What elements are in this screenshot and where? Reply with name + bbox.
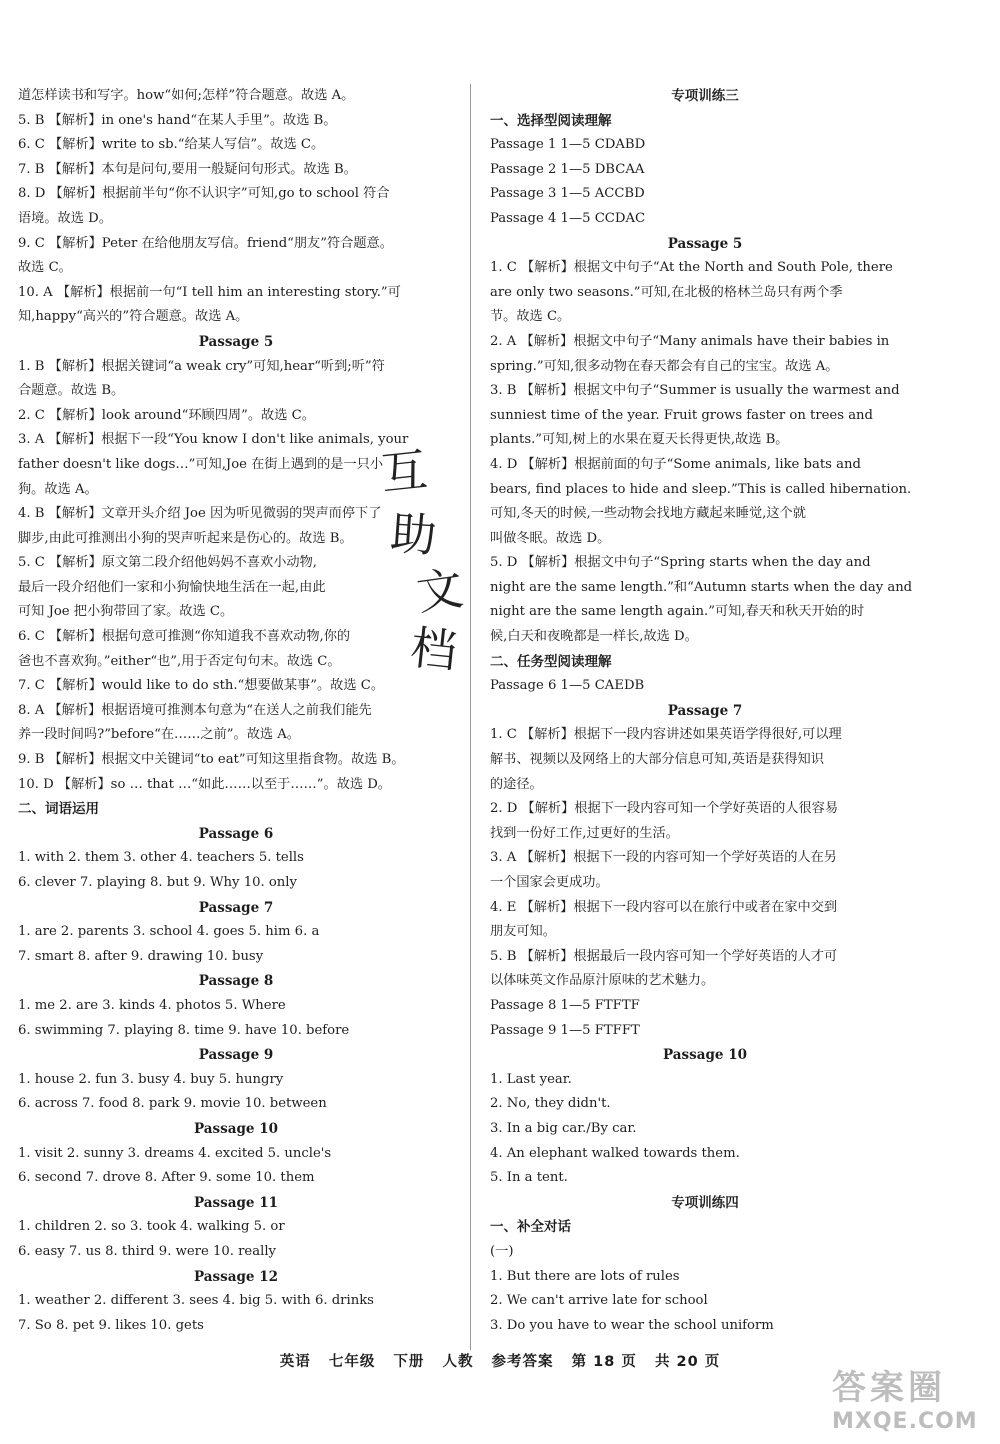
passage-heading: 专项训练三 [671,88,739,104]
answer-line: 找到一份好工作,过更好的生活。 [490,825,679,841]
answer-line: 知,happy“高兴的”符合题意。故选 A。 [18,309,249,325]
answer-line: 养一段时间吗?”before“在……之前”。故选 A。 [18,727,300,743]
answer-line: 节。故选 C。 [490,309,571,325]
passage-heading: Passage 5 [198,333,274,350]
footer-subject: 英语 [279,1354,311,1370]
answer-line: 合题意。故选 B。 [18,383,125,399]
answer-line: 1. me 2. are 3. kinds 4. photos 5. Where [18,997,286,1013]
column-divider [470,84,471,1350]
answer-line: 可知 Joe 把小狗带回了家。故选 C。 [18,604,234,620]
answer-line: night are the same length.”和“Autumn starts when the day and [490,579,913,595]
answer-line: 候,白天和夜晚都是一样长,故选 D。 [490,629,698,645]
answer-line: 5. In a tent. [490,1170,568,1186]
answer-line: 的途径。 [490,776,543,792]
answer-line: 1. children 2. so 3. took 4. walking 5. or [18,1219,285,1235]
footer-edition: 人教 [442,1354,474,1370]
watermark-url: MXQE.COM [832,1409,978,1434]
answer-line: 5. D 【解析】根据文中句子“Spring starts when the day and [490,555,871,571]
section-title: 二、任务型阅读理解 [490,653,612,670]
answer-line: bears, find places to hide and sleep.”This is called hibernation. [490,481,912,497]
answer-line: 狗。故选 A。 [18,481,98,497]
answer-line: 6. second 7. drove 8. After 9. some 10. them [18,1170,315,1186]
passage-heading: Passage 6 [198,825,274,842]
answer-line: 7. So 8. pet 9. likes 10. gets [18,1317,204,1333]
left-column [18,84,454,1338]
answer-line: 朋友可知。 [490,924,556,940]
answer-line: 4. D 【解析】根据前面的句子“Some animals, like bats and [490,456,861,472]
passage-heading: Passage 7 [198,899,274,916]
answer-line: 2. No, they didn't. [490,1096,611,1112]
handwritten-char: 文 [413,560,467,621]
answer-line: 5. B 【解析】in one's hand“在某人手里”。故选 B。 [18,112,337,128]
answer-line: 脚步,由此可推测出小狗的哭声听起来是伤心的。故选 B。 [18,530,353,546]
handwritten-char: 互 [378,442,430,501]
answer-line: 1. C 【解析】根据文中句子“At the North and South Pole, there [490,260,893,276]
footer-grade: 七年级 [328,1354,376,1370]
answer-line: 6. C 【解析】write to sb.“给某人写信”。故选 C。 [18,137,325,153]
answer-line: 3. Do you have to wear the school uniform [490,1317,774,1333]
answer-line: 7. B 【解析】本句是问句,要用一般疑问句形式。故选 B。 [18,161,357,177]
answer-line: spring.”可知,很多动物在春天都会有自己的宝宝。故选 A。 [490,358,839,374]
answer-line: 6. easy 7. us 8. third 9. were 10. really [18,1243,276,1259]
answer-line: 爸也不喜欢狗。”either“也”,用于否定句句末。故选 C。 [18,653,341,669]
answer-line: 2. We can't arrive late for school [490,1293,708,1309]
handwritten-char: 助 [388,505,439,563]
footer-label: 参考答案 [491,1354,554,1370]
answer-line: 解书、视频以及网络上的大部分信息可知,英语是获得知识 [490,752,824,768]
answer-line: 7. C 【解析】would like to do sth.“想要做某事”。故选 C。 [18,678,385,694]
answer-line: 7. smart 8. after 9. drawing 10. busy [18,948,264,964]
answer-line: 6. clever 7. playing 8. but 9. Why 10. only [18,875,297,890]
answer-line: 6. swimming 7. playing 8. time 9. have 10. before [18,1022,350,1038]
answer-line: 1. But there are lots of rules [490,1268,680,1284]
answer-line: 6. C 【解析】根据句意可推测“你知道我不喜欢动物,你的 [18,629,351,645]
answer-line: 3. A 【解析】根据下一段的内容可知一个学好英语的人在另 [490,850,837,866]
answer-line: Passage 4 1—5 CCDAC [490,210,646,226]
footer-total-pages: 共 20 页 [654,1354,721,1370]
answer-line: 3. B 【解析】根据文中句子“Summer is usually the warmest and [490,383,900,399]
answer-line: 2. D 【解析】根据下一段内容可知一个学好英语的人很容易 [490,801,839,817]
footer-volume: 下册 [393,1354,425,1370]
answer-line: 1. C 【解析】根据下一段内容讲述如果英语学得很好,可以理 [490,727,842,743]
answer-line: Passage 2 1—5 DBCAA [490,161,645,177]
answer-line: father doesn't like dogs…”可知,Joe 在街上遇到的是一只小 [18,456,384,472]
answer-line: (一) [490,1243,514,1259]
answer-line: 2. A 【解析】根据文中句子“Many animals have their babies in [490,333,890,349]
passage-heading: Passage 10 [194,1120,278,1137]
answer-line: 最后一段介绍他们一家和小狗愉快地生活在一起,由此 [18,579,326,595]
passage-heading: Passage 8 [198,973,274,990]
site-watermark [832,1360,992,1438]
handwritten-char: 档 [407,620,460,679]
passage-heading: 专项训练四 [671,1194,739,1211]
answer-line: 1. visit 2. sunny 3. dreams 4. excited 5. uncle's [18,1145,332,1161]
answer-line: night are the same length again.”可知,春天和秋天开始的时 [490,604,865,620]
answer-line: 可知,冬天的时候,一些动物会找地方藏起来睡觉,这个就 [490,506,806,522]
watermark-logo-text: 答案圈 [832,1368,946,1408]
answer-line: Passage 1 1—5 CDABD [490,137,646,153]
answer-line: 2. C 【解析】look around“环顾四周”。故选 C。 [18,407,315,423]
answer-line: 8. D 【解析】根据前半句“你不认识字”可知,go to school 符合 [18,186,390,202]
answer-line: 1. B 【解析】根据关键词“a weak cry”可知,hear“听到;听”符 [18,358,385,374]
answer-line: 4. An elephant walked towards them. [490,1145,740,1161]
passage-heading: Passage 5 [667,235,743,252]
answer-line: 一个国家会更成功。 [490,875,609,890]
answer-line: plants.”可知,树上的水果在夏天长得更快,故选 B。 [490,432,789,448]
answer-line: 道怎样读书和写字。how“如何;怎样”符合题意。故选 A。 [18,88,355,103]
answer-line: 1. weather 2. different 3. sees 4. big 5. with 6. drinks [18,1293,374,1309]
answer-line: 故选 C。 [18,260,72,276]
section-title: 二、词语运用 [18,801,99,818]
footer-page-number: 第 18 页 [571,1354,637,1370]
answer-line: Passage 6 1—5 CAEDB [490,678,645,694]
answer-line: are only two seasons.”可知,在北极的格林兰岛只有两个季 [490,284,843,300]
passage-heading: Passage 10 [663,1047,747,1064]
answer-line: 6. across 7. food 8. park 9. movie 10. between [18,1096,327,1112]
answer-line: 1. with 2. them 3. other 4. teachers 5. tells [18,850,304,866]
answer-line: Passage 3 1—5 ACCBD [490,186,645,202]
answer-line: 3. A 【解析】根据下一段“You know I don't like animals, your [18,432,409,448]
answer-line: 9. B 【解析】根据文中关键词“to eat”可知这里指食物。故选 B。 [18,752,405,768]
answer-line: 9. C 【解析】Peter 在给他朋友写信。friend“朋友”符合题意。 [18,235,393,251]
answer-line: 10. A 【解析】根据前一句“I tell him an interesting story.”可 [18,284,401,300]
answer-line: 10. D 【解析】so … that …“如此……以至于……”。故选 D。 [18,776,391,792]
answer-line: 以体味英文作品原汁原味的艺术魅力。 [490,973,715,989]
passage-heading: Passage 11 [194,1194,278,1211]
section-title: 一、补全对话 [490,1219,571,1236]
answer-line: 叫做冬眠。故选 D。 [490,530,611,546]
answer-line: 1. Last year. [490,1071,572,1087]
answer-line: 4. B 【解析】文章开头介绍 Joe 因为听见微弱的哭声而停下了 [18,506,382,522]
passage-heading: Passage 12 [194,1268,278,1285]
handwritten-annotation [360,440,480,680]
answer-line: 5. B 【解析】根据最后一段内容可知一个学好英语的人才可 [490,948,838,964]
answer-line: Passage 8 1—5 FTFTF [490,997,640,1013]
answer-line: 3. In a big car./By car. [490,1120,637,1136]
right-column [490,84,920,1338]
answer-line: 1. are 2. parents 3. school 4. goes 5. him 6. a [18,924,320,940]
answer-line: 4. E 【解析】根据下一段内容可以在旅行中或者在家中交到 [490,899,838,915]
answer-line: sunniest time of the year. Fruit grows faster on trees and [490,407,873,423]
passage-heading: Passage 9 [198,1047,274,1064]
passage-heading: Passage 7 [667,702,743,719]
answer-line: 语境。故选 D。 [18,210,112,226]
answer-line: Passage 9 1—5 FTFFT [490,1022,640,1038]
answer-line: 1. house 2. fun 3. busy 4. buy 5. hungry [18,1071,284,1087]
answer-line: 5. C 【解析】原文第二段介绍他妈妈不喜欢小动物, [18,555,317,571]
answer-line: 8. A 【解析】根据语境可推测本句意为“在送人之前我们能先 [18,702,372,718]
section-title: 一、选择型阅读理解 [490,112,612,129]
